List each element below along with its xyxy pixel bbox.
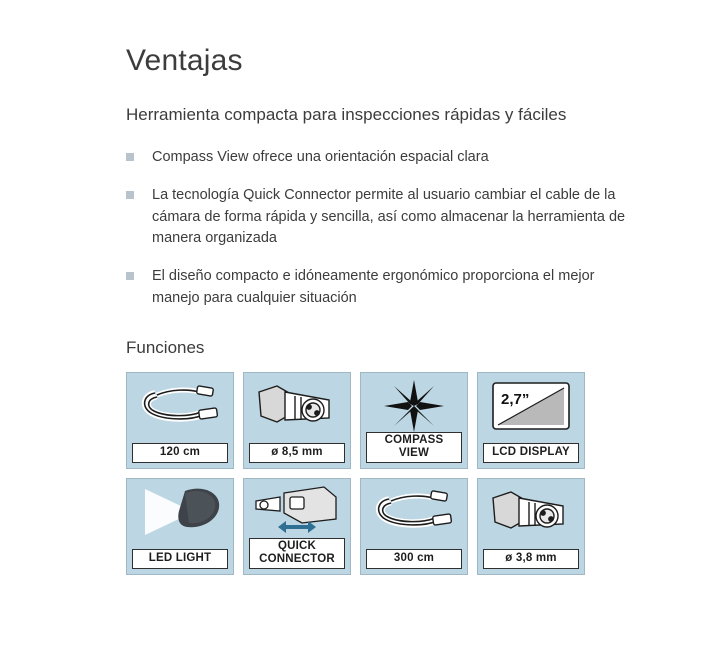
cable-coil-icon — [361, 483, 467, 541]
feature-tile-cable-300 — [360, 478, 468, 575]
quick-connector-icon — [244, 483, 350, 541]
page-subtitle: Herramienta compacta para inspecciones rápidas y fáciles — [126, 105, 567, 124]
benefits-list — [126, 147, 643, 310]
compass-star-icon — [361, 377, 467, 435]
list-item — [126, 185, 643, 250]
feature-label — [366, 432, 462, 463]
feature-tile-cable-120 — [126, 372, 234, 469]
bullet-square-icon — [126, 272, 134, 280]
feature-tile-camera-38 — [477, 478, 585, 575]
feature-label: 300 cm — [366, 549, 462, 569]
feature-label-line2: CONNECTOR — [259, 552, 335, 565]
list-item-text: El diseño compacto e idóneamente ergonómico proporciona el mejor manejo para cualquier situación — [152, 268, 595, 306]
feature-label: ø 3,8 mm — [483, 549, 579, 569]
feature-tile-camera-85 — [243, 372, 351, 469]
list-item-text: La tecnología Quick Connector permite al usuario cambiar el cable de la cámara de forma rápida y sencilla, así como almacenar la herramienta de manera organizada — [152, 186, 626, 247]
list-item — [126, 147, 643, 169]
page-title: Ventajas — [126, 44, 243, 77]
feature-tile-quick-connector — [243, 478, 351, 575]
led-light-icon — [127, 483, 233, 541]
feature-label: LCD DISPLAY — [483, 443, 579, 463]
camera-head-icon — [244, 377, 350, 435]
feature-label-line1: COMPASS — [384, 433, 444, 446]
features-grid — [126, 372, 643, 575]
feature-tile-led-light — [126, 478, 234, 575]
lcd-screen-icon — [478, 377, 584, 435]
list-item — [126, 266, 643, 310]
bullet-square-icon — [126, 191, 134, 199]
list-item-text: Compass View ofrece una orientación espacial clara — [152, 149, 489, 166]
feature-label-line1: QUICK — [277, 539, 317, 552]
svg-text:2,7”: 2,7” — [501, 390, 530, 408]
feature-tile-compass-view — [360, 372, 468, 469]
bullet-square-icon — [126, 153, 134, 161]
feature-label — [249, 538, 345, 569]
features-heading: Funciones — [126, 337, 205, 357]
feature-tile-lcd-display — [477, 372, 585, 469]
feature-label: LED LIGHT — [132, 549, 228, 569]
camera-head-icon — [478, 483, 584, 541]
feature-label-line2: VIEW — [398, 446, 430, 459]
feature-label: 120 cm — [132, 443, 228, 463]
cable-coil-icon — [127, 377, 233, 435]
feature-label: ø 8,5 mm — [249, 443, 345, 463]
